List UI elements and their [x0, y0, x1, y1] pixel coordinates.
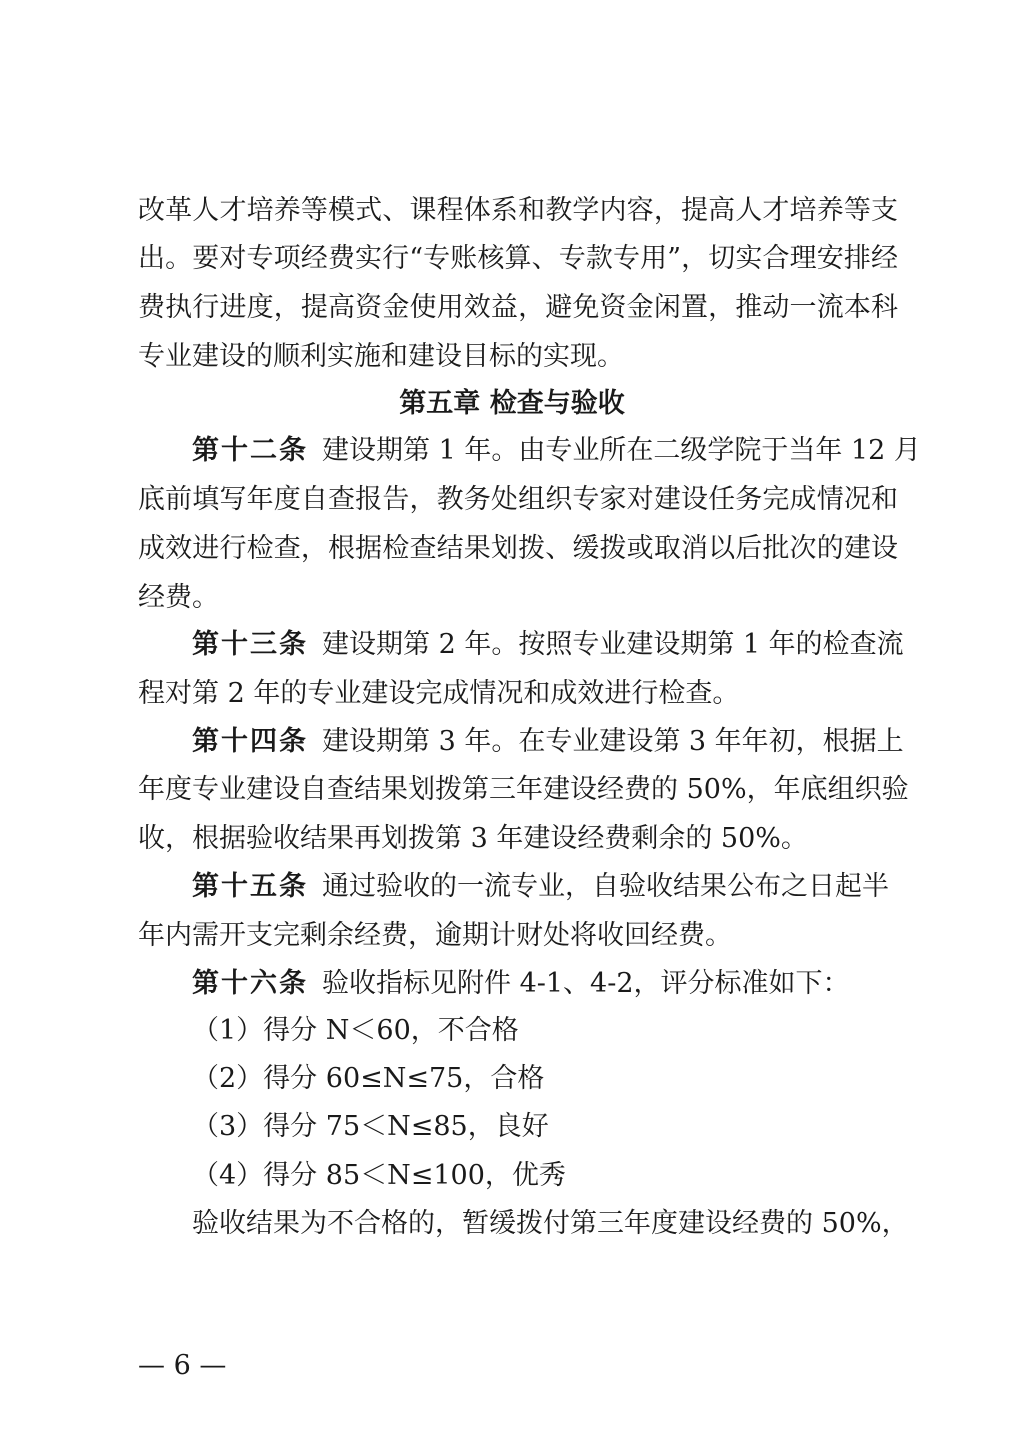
- score-item: （3）得分 75＜N≤85，良好: [192, 1111, 549, 1142]
- score-item: （2）得分 60≤N≤75，合格: [192, 1063, 545, 1094]
- article-14-text: 建设期第 3 年。在专业建设第 3 年年初，根据上: [322, 726, 904, 757]
- article-16-text: 验收指标见附件 4-1、4-2，评分标准如下：: [322, 968, 850, 999]
- paragraph-line: 改革人才培养等模式、课程体系和教学内容，提高人才培养等支: [138, 195, 898, 226]
- article-13-label: 第十三条: [192, 629, 308, 660]
- article-13-text: 建设期第 2 年。按照专业建设期第 1 年的检查流: [322, 629, 904, 660]
- paragraph-line: 底前填写年度自查报告，教务处组织专家对建设任务完成情况和: [138, 484, 898, 515]
- article-16-label: 第十六条: [192, 968, 308, 999]
- chapter-title: 第五章 检查与验收: [399, 388, 625, 419]
- paragraph-line: 经费。: [138, 582, 219, 613]
- article-15-label: 第十五条: [192, 871, 308, 902]
- article-13-first-line: [192, 629, 904, 660]
- article-15-first-line: [192, 873, 898, 900]
- paragraph-line: 专业建设的顺利实施和建设目标的实现。: [138, 341, 624, 372]
- article-12-first-line: [192, 435, 921, 466]
- article-15-text: 通过验收的一流专业，自验收结果公布之日起半: [322, 871, 889, 902]
- paragraph-line: 成效进行检查，根据检查结果划拨、缓拨或取消以后批次的建设: [138, 533, 898, 564]
- score-item: （1）得分 N＜60，不合格: [192, 1015, 519, 1046]
- page-number: — 6 —: [138, 1350, 227, 1381]
- paragraph-line: 年内需开支完剩余经费，逾期计财处将收回经费。: [138, 920, 732, 951]
- paragraph-line: 验收结果为不合格的，暂缓拨付第三年度建设经费的 50%，: [192, 1208, 909, 1239]
- paragraph-line: 出。要对专项经费实行“专账核算、专款专用”，切实合理安排经: [138, 243, 898, 274]
- article-12-label: 第十二条: [192, 435, 308, 466]
- article-14-label: 第十四条: [192, 726, 308, 757]
- paragraph-line: 费执行进度，提高资金使用效益，避免资金闲置，推动一流本科: [138, 292, 898, 323]
- article-16-first-line: [192, 970, 898, 997]
- paragraph-line: 收，根据验收结果再划拨第 3 年建设经费剩余的 50%。: [138, 823, 808, 854]
- paragraph-line: 程对第 2 年的专业建设完成情况和成效进行检查。: [138, 678, 740, 709]
- article-12-text: 建设期第 1 年。由专业所在二级学院于当年 12 月: [322, 435, 921, 466]
- article-14-first-line: [192, 726, 904, 757]
- paragraph-line: 年度专业建设自查结果划拨第三年建设经费的 50%，年底组织验: [138, 774, 909, 805]
- score-item: （4）得分 85＜N≤100，优秀: [192, 1160, 566, 1191]
